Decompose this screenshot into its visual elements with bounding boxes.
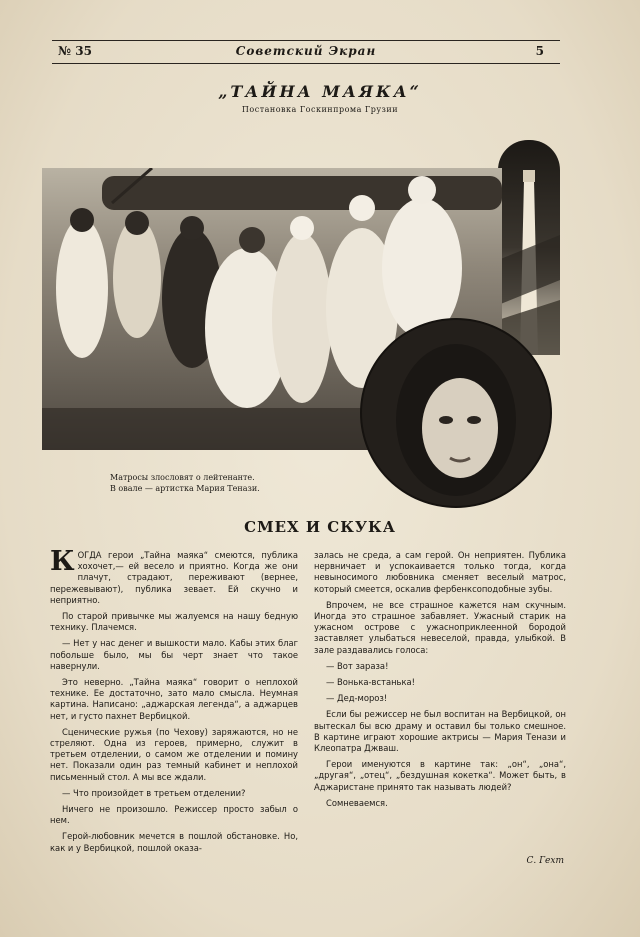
article-paragraph: Ничего не произошло. Режиссер просто забыл о нем. [50, 804, 298, 826]
caption-line-2: В овале — артистка Мария Тенази. [110, 484, 260, 493]
article-paragraph [50, 546, 298, 606]
magazine-title: Советский Экран [235, 44, 377, 58]
article-paragraph: — Что произойдет в третьем отделении? [62, 787, 246, 798]
article-column-right [314, 550, 566, 814]
film-title: „ТАЙНА МАЯКА“ [218, 82, 422, 101]
article-paragraph: — Вонька-встанька! [326, 677, 416, 688]
paragraph-text: ОГДА герои „Тайна маяка“ смеются, публика хохочет,— ей весело и приятно. Когда же они плачут, страдают, переживают (вернее, пережевывают), публика зевает. Ей скучно и неприятно. [50, 550, 298, 605]
article-paragraph: — Дед-мороз! [326, 693, 388, 704]
article-paragraph: Сценические ружья (по Чехову) заряжаются, но не стреляют. Одна из героев, примерно, служит в третьем отделении, о самом же отделении и помину нет. Показали один раз темный кабинет и неплохой письменный стол. А мы все ждали. [50, 726, 298, 782]
drop-cap: К [50, 546, 75, 577]
film-subtitle: Постановка Госкинпрома Грузии [241, 105, 399, 114]
author-signature: С. Гехт [526, 856, 564, 866]
photo-caption [110, 472, 310, 494]
article-paragraph: Это неверно. „Тайна маяка“ говорит о неплохой технике. Ее достаточно, зато мало смысла. Неумная картина. Написано: „аджарская легенда“, а аджарцев нет, и густо пахнет Вербицкой. [50, 677, 298, 721]
issue-number: № 35 [58, 44, 92, 58]
actress-portrait-oval [360, 318, 552, 508]
article-paragraph: — Вот зараза! [326, 660, 389, 671]
article-paragraph: Сомневаемся. [326, 797, 388, 808]
article-paragraph: залась не среда, а сам герой. Он неприятен. Публика нервничает и успокаивается только тогда, когда невыносимого любовника сменяет веселый матрос, который смеется, оскалив фербенксоподобные зубы. [314, 550, 566, 594]
article-paragraph: Если бы режиссер не был воспитан на Вербицкой, он вытескал бы всю драму и оставил бы только смешное. В картине играют хорошие актрисы — Мария Тенази и Клеопатра Джваш. [314, 709, 566, 754]
caption-line-1: Матросы злословят о лейтенанте. [110, 473, 255, 482]
article-paragraph: Герои именуются в картине так: „он“, „она“, „другая“, „отец“, „бездушная кокетка“. Может быть, в Аджаристане принято так называть людей? [314, 759, 566, 792]
article-paragraph: По старой привычке мы жалуемся на нашу бедную технику. Плачемся. [50, 611, 298, 633]
lighthouse-illustration [498, 140, 560, 355]
article-heading: СМЕХ И СКУКА [244, 518, 396, 536]
article-paragraph: Впрочем, не все страшное кажется нам скучным. Иногда это страшное забавляет. Ужасный старик на ужасном острове с ужасноприклеенной бородой заставляет улыбаться невеселой, правда, улыбкой. В зале раздавались голоса: [314, 599, 566, 655]
article-paragraph: — Нет у нас денег и вышкости мало. Кабы этих благ побольше было, мы бы черт знает что такое навернули. [50, 638, 298, 671]
page-header [52, 40, 560, 64]
page-number: 5 [535, 44, 544, 58]
article-paragraph: Герой-любовник мечется в пошлой обстановке. Но, как и у Вербицкой, пошлой оказа- [50, 831, 298, 853]
article-column-left [50, 546, 298, 859]
